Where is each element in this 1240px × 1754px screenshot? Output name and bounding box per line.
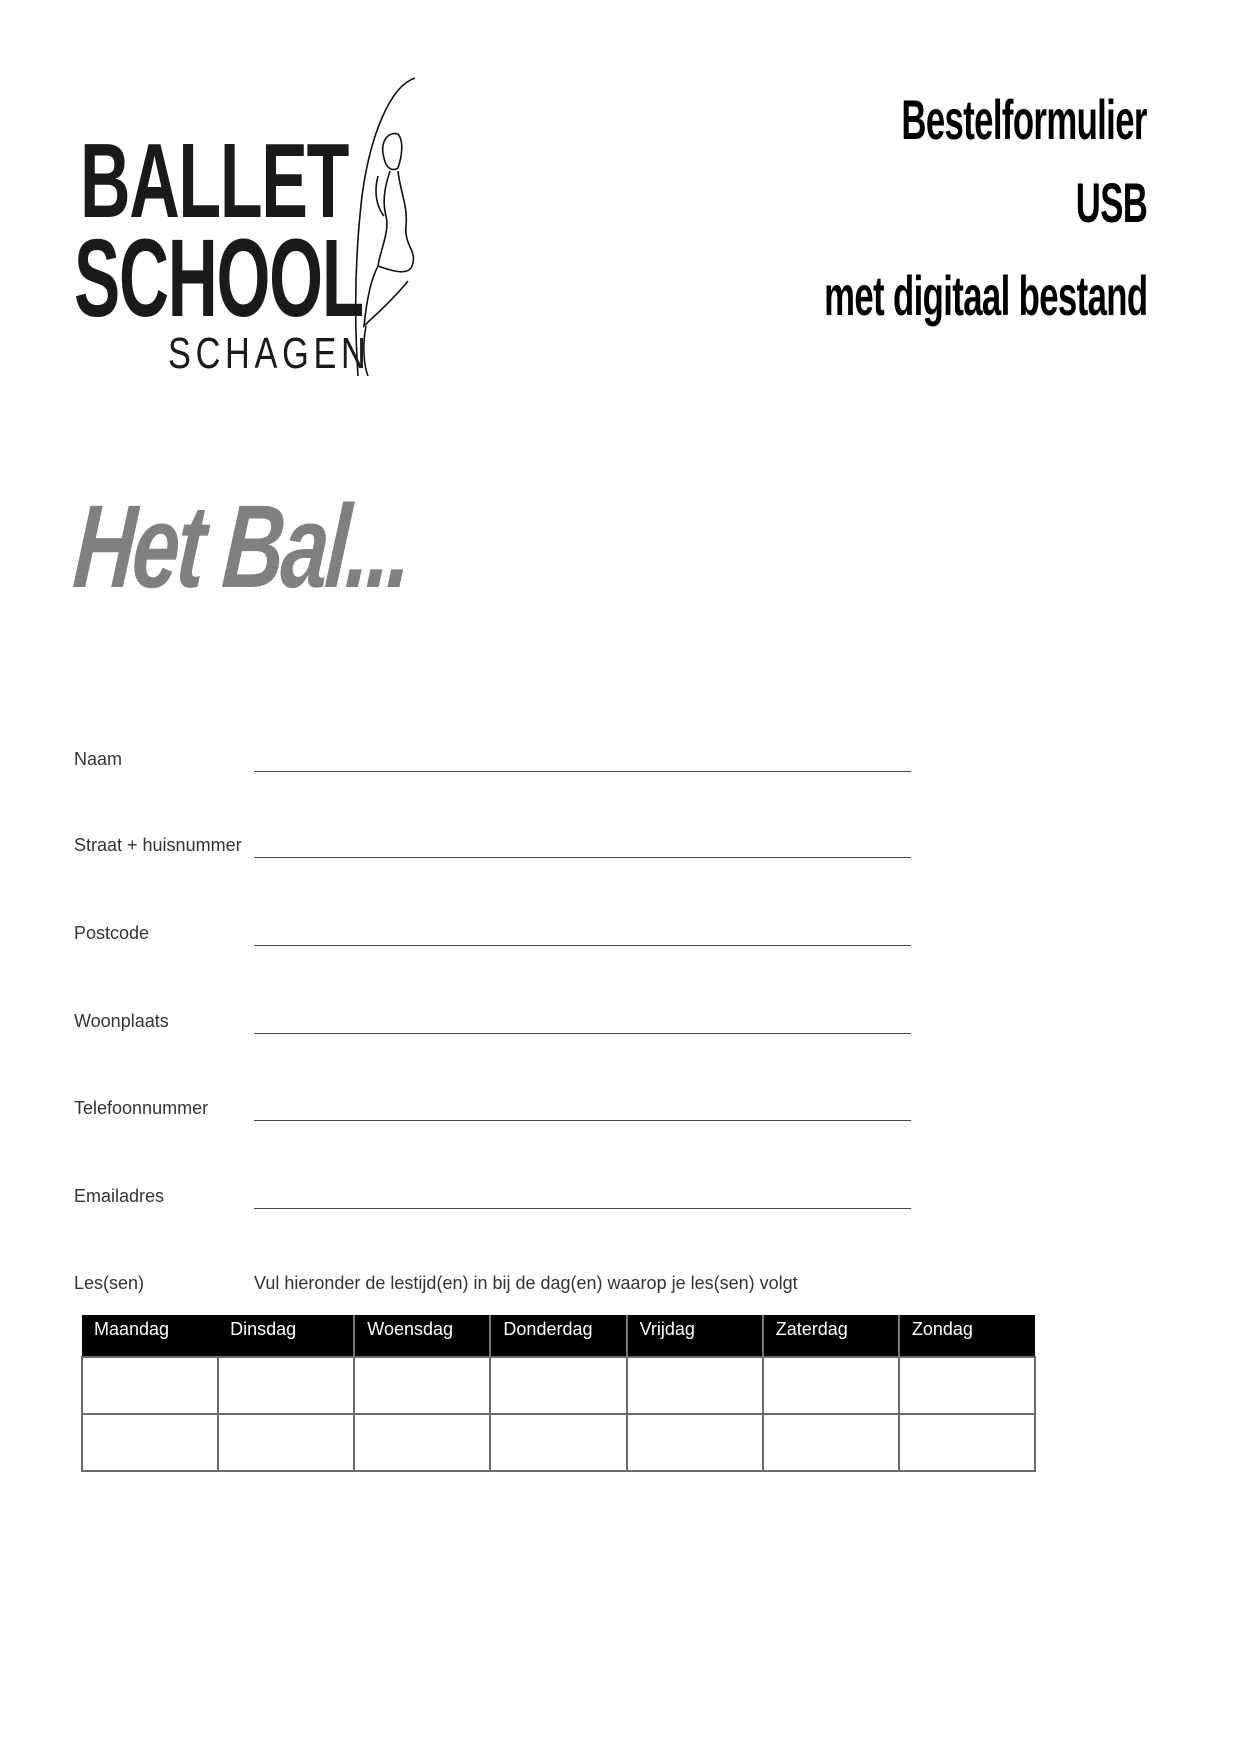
schedule-cell[interactable] [763,1357,899,1414]
form-title: Bestelformulier [901,88,1147,151]
event-title: Het Bal... [69,481,415,613]
field-label-telefoon: Telefoonnummer [74,1098,209,1118]
dancer-figure-icon [340,76,425,378]
schedule-cell[interactable] [899,1414,1035,1471]
logo-schagen: SCHAGEN [168,329,371,378]
day-zaterdag: Zaterdag [763,1315,899,1357]
field-label-email: Emailadres [74,1186,165,1206]
schedule-cell[interactable] [490,1357,626,1414]
lesson-schedule-table [81,1315,1036,1472]
product-label: USB [1075,171,1147,234]
schedule-cell[interactable] [218,1414,354,1471]
day-vrijdag: Vrijdag [627,1315,763,1357]
lessons-label: Les(sen) [74,1273,145,1293]
field-line-email[interactable] [254,1183,911,1209]
day-woensdag: Woensdag [354,1315,490,1357]
day-donderdag: Donderdag [490,1315,626,1357]
field-line-straat[interactable] [254,832,911,858]
product-subtitle: met digitaal bestand [823,264,1147,327]
schedule-cell[interactable] [627,1414,763,1471]
field-label-postcode: Postcode [74,923,150,943]
schedule-cell[interactable] [490,1414,626,1471]
day-zondag: Zondag [899,1315,1035,1357]
schedule-cell[interactable] [763,1414,899,1471]
schedule-cell[interactable] [354,1414,490,1471]
schedule-cell[interactable] [354,1357,490,1414]
lessons-instruction: Vul hieronder de lestijd(en) in bij de dag(en) waarop je les(sen) volgt [254,1273,798,1293]
schedule-cell[interactable] [218,1357,354,1414]
schedule-header-row [82,1315,1035,1357]
field-label-woonplaats: Woonplaats [74,1011,169,1031]
schedule-row [82,1414,1035,1471]
field-line-naam[interactable] [254,746,911,772]
schedule-cell[interactable] [899,1357,1035,1414]
field-label-straat: Straat + huisnummer [74,835,242,855]
field-label-naam: Naam [74,749,123,769]
field-line-telefoon[interactable] [254,1095,911,1121]
schedule-row [82,1357,1035,1414]
schedule-cell[interactable] [82,1357,218,1414]
logo-school: SCHOOL [74,217,363,340]
field-line-postcode[interactable] [254,920,911,946]
day-dinsdag: Dinsdag [218,1315,354,1357]
day-maandag: Maandag [82,1315,218,1357]
field-line-woonplaats[interactable] [254,1008,911,1034]
schedule-cell[interactable] [82,1414,218,1471]
logo-ballet: BALLET [80,122,349,240]
schedule-cell[interactable] [627,1357,763,1414]
